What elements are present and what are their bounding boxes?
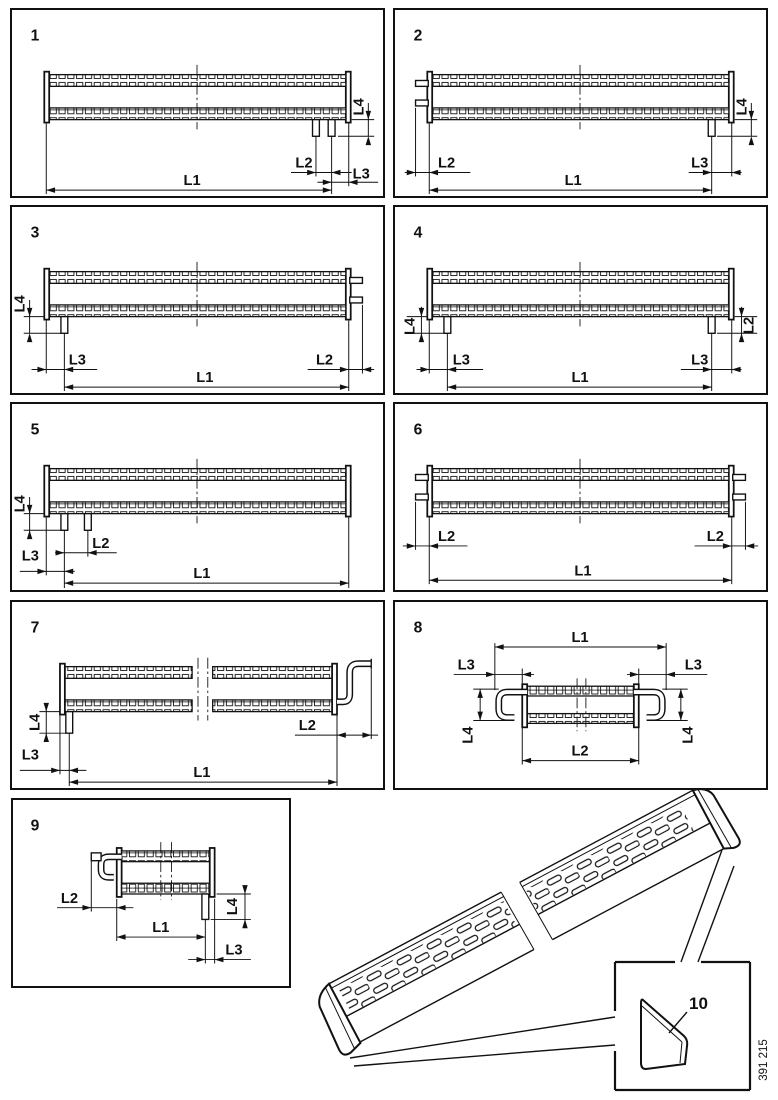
dim-label-l1: L1 bbox=[571, 630, 589, 647]
fin-band-top-right bbox=[213, 667, 332, 679]
dim-l4 bbox=[13, 295, 61, 343]
dim-label-l4: L4 bbox=[460, 726, 477, 744]
dim-label-l3: L3 bbox=[452, 352, 470, 369]
dim-label-l2: L2 bbox=[438, 155, 456, 172]
end-cap-right bbox=[210, 848, 215, 897]
dim-l1 bbox=[429, 124, 711, 194]
dim-label-l1: L1 bbox=[152, 920, 170, 937]
dim-label-l4: L4 bbox=[680, 726, 697, 744]
elbow-fitting-right bbox=[337, 659, 371, 702]
end-cap-left bbox=[44, 269, 49, 320]
fin-band-bottom bbox=[432, 108, 729, 120]
dim-label-l1: L1 bbox=[571, 370, 589, 387]
fin-band-top bbox=[122, 851, 210, 862]
stub-right-1 bbox=[350, 277, 363, 283]
fin-band-bottom bbox=[432, 502, 729, 514]
dim-label-l3: L3 bbox=[684, 657, 702, 674]
end-cap-right bbox=[729, 269, 734, 320]
dim-label-l4: L4 bbox=[351, 98, 368, 116]
stub-right-2 bbox=[733, 494, 746, 500]
dim-label-l3: L3 bbox=[21, 548, 39, 565]
panel-3 bbox=[10, 205, 385, 395]
panel-number: 6 bbox=[413, 421, 423, 439]
pipe-down bbox=[708, 120, 715, 137]
dim-label-l3: L3 bbox=[21, 747, 39, 764]
dim-label-l3: L3 bbox=[457, 657, 475, 674]
dim-l2 bbox=[291, 136, 352, 176]
dim-label-l3: L3 bbox=[225, 942, 243, 959]
fin-band-bottom bbox=[49, 108, 346, 120]
dim-label-l2: L2 bbox=[295, 155, 313, 172]
fin-band-bottom bbox=[432, 305, 729, 317]
panel-8-drawing bbox=[395, 602, 766, 788]
panel-number: 9 bbox=[30, 817, 40, 835]
dim-label-l1: L1 bbox=[196, 370, 214, 387]
dim-label-l1: L1 bbox=[183, 173, 201, 190]
dim-label-l4: L4 bbox=[734, 98, 751, 116]
leader-line-left-2 bbox=[354, 1045, 615, 1066]
dim-l3-left bbox=[454, 658, 534, 685]
end-cap-right bbox=[729, 466, 734, 517]
pipe-down bbox=[61, 317, 68, 334]
dim-label-l3: L3 bbox=[352, 166, 370, 183]
fin-band-bottom bbox=[49, 305, 346, 317]
fin-band-top bbox=[432, 75, 729, 87]
end-cap-left bbox=[427, 466, 432, 517]
panel-number: 8 bbox=[413, 619, 423, 637]
end-cap-right bbox=[332, 664, 337, 715]
dim-label-l3: L3 bbox=[691, 352, 709, 369]
dim-label-l3: L3 bbox=[68, 352, 86, 369]
pipe-down-2 bbox=[84, 514, 91, 531]
pipe-down bbox=[66, 712, 73, 734]
dim-l4 bbox=[338, 98, 374, 146]
pipe-down-left bbox=[444, 317, 451, 334]
end-cap-right bbox=[729, 72, 734, 123]
pipe-down bbox=[202, 894, 209, 919]
dim-l1 bbox=[495, 630, 666, 690]
panel-6-drawing bbox=[395, 404, 766, 590]
dim-l3 bbox=[317, 123, 378, 187]
panel-2-drawing bbox=[395, 10, 766, 196]
leader-line-right-2 bbox=[698, 866, 734, 962]
stub-left-1 bbox=[416, 80, 429, 86]
dim-l1 bbox=[117, 912, 206, 941]
end-cap-right bbox=[346, 466, 351, 517]
panel-7 bbox=[10, 600, 385, 790]
stub-right-2 bbox=[350, 297, 363, 303]
dim-l4 bbox=[717, 98, 757, 146]
panel-number: 4 bbox=[413, 224, 423, 242]
dim-l2 bbox=[522, 727, 638, 764]
pipe-down-1 bbox=[61, 514, 68, 531]
panel-4 bbox=[393, 205, 768, 395]
fin-band-top bbox=[49, 469, 346, 481]
leader-line-left-1 bbox=[350, 1017, 615, 1058]
fin-band-top bbox=[432, 469, 729, 481]
drawing-number: 391 215 bbox=[758, 1039, 770, 1081]
fin-band-top bbox=[527, 686, 634, 696]
panel-8 bbox=[393, 600, 768, 790]
dim-label-l1: L1 bbox=[564, 173, 582, 190]
end-cap-left bbox=[44, 466, 49, 517]
fin-band-top-left bbox=[65, 667, 192, 679]
dim-label-l2: L2 bbox=[438, 529, 456, 546]
dim-l1 bbox=[447, 333, 711, 391]
panel-6 bbox=[393, 402, 768, 592]
dim-label-l3: L3 bbox=[691, 155, 709, 172]
fin-band-bottom-right bbox=[213, 700, 332, 712]
dim-label-l4: L4 bbox=[27, 713, 44, 731]
fin-band-bottom bbox=[122, 883, 210, 894]
stub-right-1 bbox=[733, 474, 746, 480]
panel-number: 2 bbox=[413, 27, 423, 45]
panel-4-drawing bbox=[395, 207, 766, 393]
fin-band-top bbox=[49, 75, 346, 87]
dim-label-l2: L2 bbox=[92, 535, 110, 552]
stub-left-2 bbox=[416, 494, 429, 500]
fin-band-bottom bbox=[527, 714, 634, 724]
leader-line-right-1 bbox=[681, 850, 722, 962]
dim-label-l4: L4 bbox=[12, 295, 29, 313]
end-cap-left bbox=[427, 269, 432, 320]
dim-l1 bbox=[64, 321, 348, 391]
panel-1-drawing bbox=[12, 10, 383, 196]
dim-label-l2: L2 bbox=[741, 316, 758, 335]
dim-label-l2: L2 bbox=[571, 743, 589, 760]
fin-band-bottom-left bbox=[65, 700, 192, 712]
dim-l3-right bbox=[627, 658, 707, 685]
pipe-down-1 bbox=[313, 120, 320, 137]
panel-number: 1 bbox=[30, 27, 40, 45]
panel-9 bbox=[11, 798, 291, 988]
dim-l1 bbox=[69, 716, 337, 786]
end-cap-left bbox=[44, 72, 49, 123]
detail-number-label: 10 bbox=[689, 994, 708, 1013]
dim-label-l2: L2 bbox=[298, 718, 316, 735]
panel-number: 7 bbox=[30, 619, 40, 637]
stub-left-1 bbox=[416, 474, 429, 480]
panel-1 bbox=[10, 8, 385, 198]
pipe-down-2 bbox=[328, 120, 335, 137]
panel-9-drawing bbox=[13, 800, 289, 986]
dim-label-l4: L4 bbox=[12, 495, 29, 513]
dim-l1 bbox=[46, 124, 331, 194]
panel-5 bbox=[10, 402, 385, 592]
panel-5-drawing bbox=[12, 404, 383, 590]
detail-box bbox=[615, 962, 750, 1090]
perforated-top-face-left bbox=[339, 901, 517, 1013]
end-cap-right bbox=[346, 269, 351, 320]
dim-l4 bbox=[211, 885, 251, 928]
panel-2 bbox=[393, 8, 768, 198]
perspective-view bbox=[298, 790, 778, 1100]
dim-l3 bbox=[188, 899, 251, 964]
dim-l1 bbox=[429, 518, 731, 585]
dim-label-l4: L4 bbox=[225, 898, 242, 916]
fin-band-top bbox=[432, 272, 729, 284]
pipe-down-right bbox=[708, 317, 715, 334]
end-cap-left bbox=[60, 664, 65, 715]
dim-label-l2: L2 bbox=[315, 352, 334, 369]
end-cap-3d-right bbox=[693, 790, 742, 852]
dim-label-l4: L4 bbox=[402, 317, 419, 335]
end-cap-right bbox=[346, 72, 351, 123]
dim-label-l1: L1 bbox=[193, 765, 211, 782]
heater-3d-body bbox=[310, 790, 743, 1057]
dim-label-l1: L1 bbox=[574, 563, 592, 580]
dim-label-l2: L2 bbox=[706, 529, 724, 546]
fin-band-top bbox=[49, 272, 346, 284]
panel-3-drawing bbox=[12, 207, 383, 393]
stub-left-2 bbox=[416, 100, 429, 106]
panel-number: 5 bbox=[30, 421, 40, 439]
fin-band-bottom bbox=[49, 502, 346, 514]
end-cap-left bbox=[427, 72, 432, 123]
dim-l4 bbox=[13, 494, 61, 539]
panel-number: 3 bbox=[30, 224, 40, 242]
perforated-top-face-right bbox=[526, 807, 694, 913]
dim-label-l1: L1 bbox=[193, 566, 211, 583]
panel-7-drawing bbox=[12, 602, 383, 788]
dim-label-l2: L2 bbox=[60, 890, 79, 907]
